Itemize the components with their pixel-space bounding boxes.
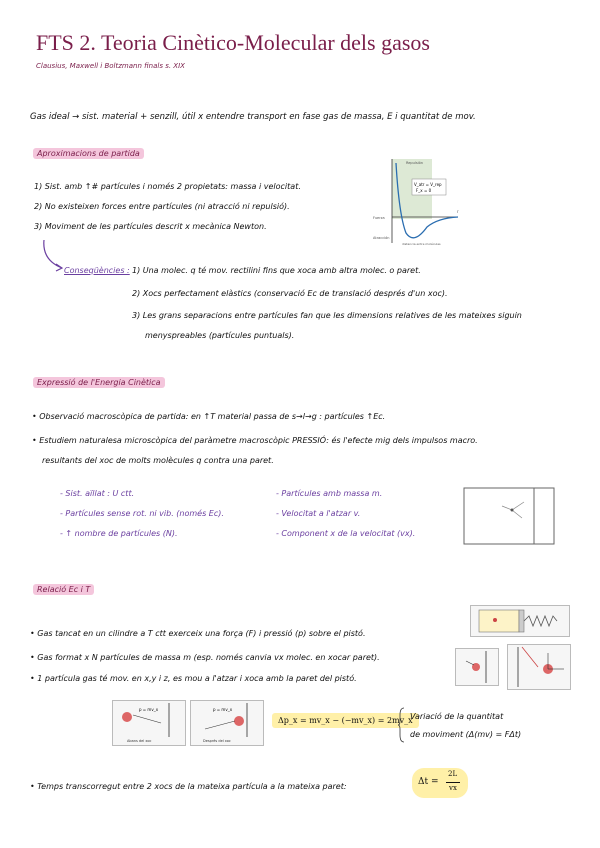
graph-eq-1: V_atr = V_rep — [414, 182, 442, 187]
momentum-formula: Δp_x = mv_x − (−mv_x) = 2mv_x — [272, 713, 419, 728]
particles-bullet: • Gas format x N partícules de massa m (esp. només canvia vx molec. en xocar paret). — [30, 653, 380, 662]
consequence-3-cont: menyspreables (partícules puntuals). — [145, 331, 295, 340]
section-heading-aproximacions: Aproximacions de partida — [33, 148, 144, 159]
graph-eq-2: F_x = 0 — [416, 188, 432, 193]
before-fig-eq: p = mv_x — [139, 707, 159, 712]
assumption-2: 2) No existeixen forces entre partícules (ni atracció ni repulsió). — [34, 202, 290, 211]
graph-label-repulsion: Repulsión — [406, 161, 423, 165]
graph-caption: distancia entre moléculas — [402, 242, 441, 246]
container-diagram — [462, 486, 558, 548]
before-fig-caption: Abans del xoc — [127, 739, 152, 743]
before-collision-figure — [112, 700, 186, 746]
graph-axis-label-force: Fuerza — [373, 216, 385, 220]
brace-icon — [398, 707, 406, 743]
model-right-3: - Component x de la velocitat (vx). — [276, 529, 416, 538]
graph-label-attraction: Atracción — [373, 236, 390, 240]
assumption-3: 3) Moviment de les partícules descrit x mecànica Newton. — [34, 222, 267, 231]
after-fig-eq: p = mv_x — [213, 707, 233, 712]
pressure-bullet-cont: resultants del xoc de molts molècules q contra una paret. — [42, 456, 274, 465]
model-right-2: - Velocitat a l'atzar v. — [276, 509, 361, 518]
collision-figure-small-1 — [455, 648, 499, 686]
observation-bullet: • Observació macroscòpica de partida: en ↑T material passa de s→l→g : partícules ↑Ec. — [32, 412, 386, 421]
potential-energy-graph — [372, 155, 462, 247]
collision-figure-small-2 — [507, 644, 571, 690]
after-collision-figure — [190, 700, 264, 746]
fraction-bar — [446, 782, 460, 783]
model-left-2: - Partícules sense rot. ni vib. (només Ec). — [60, 509, 224, 518]
assumption-1: 1) Sist. amb ↑# partícules i només 2 propietats: massa i velocitat. — [34, 182, 301, 191]
consequences-label: Conseqüències : — [64, 266, 130, 275]
consequence-2: 2) Xocs perfectament elàstics (conservació Ec de translació després d'un xoc). — [132, 289, 448, 298]
consequence-3: 3) Les grans separacions entre partícules fan que les dimensions relatives de les mateixes siguin — [132, 311, 522, 320]
section-heading-relacio: Relació Ec i T — [33, 584, 94, 595]
piston-diagram — [470, 605, 570, 637]
momentum-note-2: de moviment (Δ(mv) = FΔt) — [410, 730, 522, 739]
graph-axis-r: r — [457, 209, 459, 214]
model-left-1: - Sist. aïllat : U ctt. — [60, 489, 135, 498]
motion-bullet: • 1 partícula gas té mov. en x,y i z, es mou a l'atzar i xoca amb la paret del pistó. — [30, 674, 357, 683]
page-subtitle: Clausius, Maxwell i Boltzmann finals s. XIX — [36, 62, 185, 70]
time-between-collisions-bullet: • Temps transcorregut entre 2 xocs de la mateixa partícula a la mateixa paret: — [30, 782, 347, 791]
consequence-1: 1) Una molec. q té mov. rectilini fins que xoca amb altra molec. o paret. — [132, 266, 421, 275]
model-left-3: - ↑ nombre de partícules (N). — [60, 529, 178, 538]
delta-t-formula — [412, 768, 468, 798]
delta-t-denominator: vx — [449, 784, 457, 792]
intro-text: Gas ideal → sist. material + senzill, útil x entendre transport en fase gas de massa, E i quantitat de mov. — [30, 112, 476, 122]
arrow-icon — [36, 238, 66, 274]
model-right-1: - Partícules amb massa m. — [276, 489, 383, 498]
delta-t-lhs: Δt = — [418, 777, 439, 787]
delta-t-numerator: 2L — [448, 770, 458, 778]
momentum-note-1: Variació de la quantitat — [410, 712, 504, 721]
pressure-bullet: • Estudiem naturalesa microscòpica del paràmetre macroscòpic PRESSIÓ: és l'efecte mig dels impulsos macro. — [32, 436, 478, 445]
after-fig-caption: Després del xoc — [203, 739, 231, 743]
section-heading-energia-cinetica: Expressió de l'Energia Cinètica — [33, 377, 165, 388]
cylinder-bullet: • Gas tancat en un cilindre a T ctt exerceix una força (F) i pressió (p) sobre el pistó. — [30, 629, 366, 638]
page-title: FTS 2. Teoria Cinètico-Molecular dels gasos — [36, 30, 430, 55]
